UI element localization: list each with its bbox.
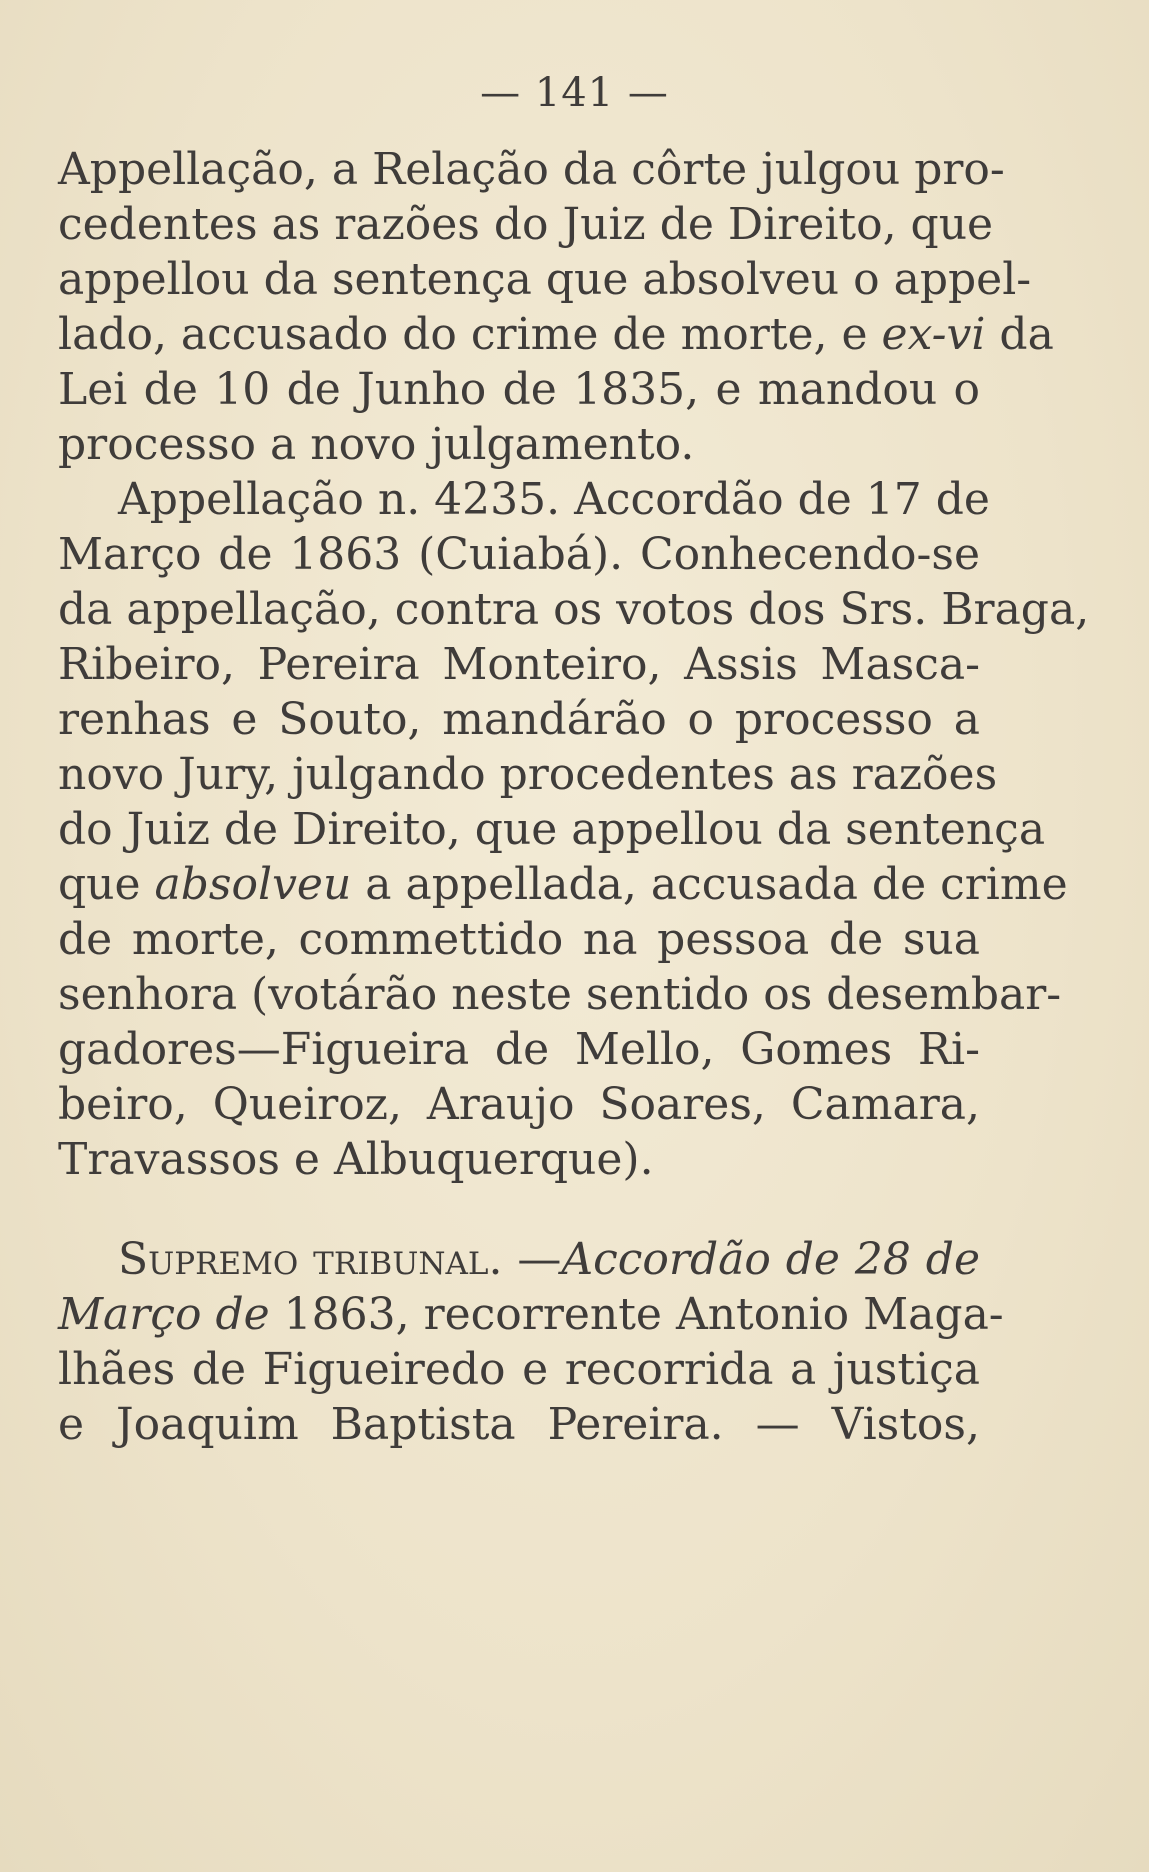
italic-term: Março de [58, 1289, 270, 1340]
section-heading: Supremo tribunal. [118, 1234, 503, 1285]
italic-term: Accordão de 28 de [561, 1234, 980, 1285]
text-run: da [985, 309, 1054, 360]
text-line: processo a novo julgamento. [58, 419, 695, 470]
italic-term: absolveu [154, 859, 352, 910]
text-line [58, 859, 1068, 910]
text-line: senhora (votárão neste sentido os desembar- [58, 969, 1062, 1020]
text-line: Ribeiro, Pereira Monteiro, Assis Masca- [58, 639, 980, 690]
text-line [58, 1289, 1004, 1340]
text-line: Appellação, a Relação da côrte julgou pro- [58, 144, 1005, 195]
text-run: que [58, 859, 155, 910]
text-line: novo Jury, julgando procedentes as razões [58, 749, 998, 800]
text-line: Lei de 10 de Junho de 1835, e mandou o [58, 364, 980, 415]
text-line: de morte, commettido na pessoa de sua [58, 914, 980, 965]
text-line: beiro, Queiroz, Araujo Soares, Camara, [58, 1079, 980, 1130]
italic-term: ex-vi [881, 309, 986, 360]
text-line: gadores—Figueira de Mello, Gomes Ri- [58, 1024, 980, 1075]
text-line: lhães de Figueiredo e recorrida a justiça [58, 1344, 980, 1395]
text-run: lado, accusado do crime de morte, e [58, 309, 882, 360]
text-line: da appellação, contra os votos dos Srs. Braga, [58, 584, 1090, 635]
text-line: renhas e Souto, mandárão o processo a [58, 694, 980, 745]
text-line: e Joaquim Baptista Pereira. — Vistos, [58, 1399, 980, 1450]
page-number: — 141 — [480, 70, 669, 116]
text-run: — [502, 1234, 562, 1285]
text-line: do Juiz de Direito, que appellou da sentença [58, 804, 1046, 855]
text-line [118, 1234, 980, 1285]
text-line: Travassos e Albuquerque). [58, 1134, 654, 1185]
text-line: cedentes as razões do Juiz de Direito, que [58, 199, 994, 250]
text-run: 1863, recorrente Antonio Maga- [269, 1289, 1004, 1340]
text-line [58, 309, 1054, 360]
text-line: Appellação n. 4235. Accordão de 17 de [118, 474, 990, 525]
text-line: appellou da sentença que absolveu o appel- [58, 254, 1032, 305]
text-line: Março de 1863 (Cuiabá). Conhecendo-se [58, 529, 980, 580]
text-run: a appellada, accusada de crime [351, 859, 1068, 910]
